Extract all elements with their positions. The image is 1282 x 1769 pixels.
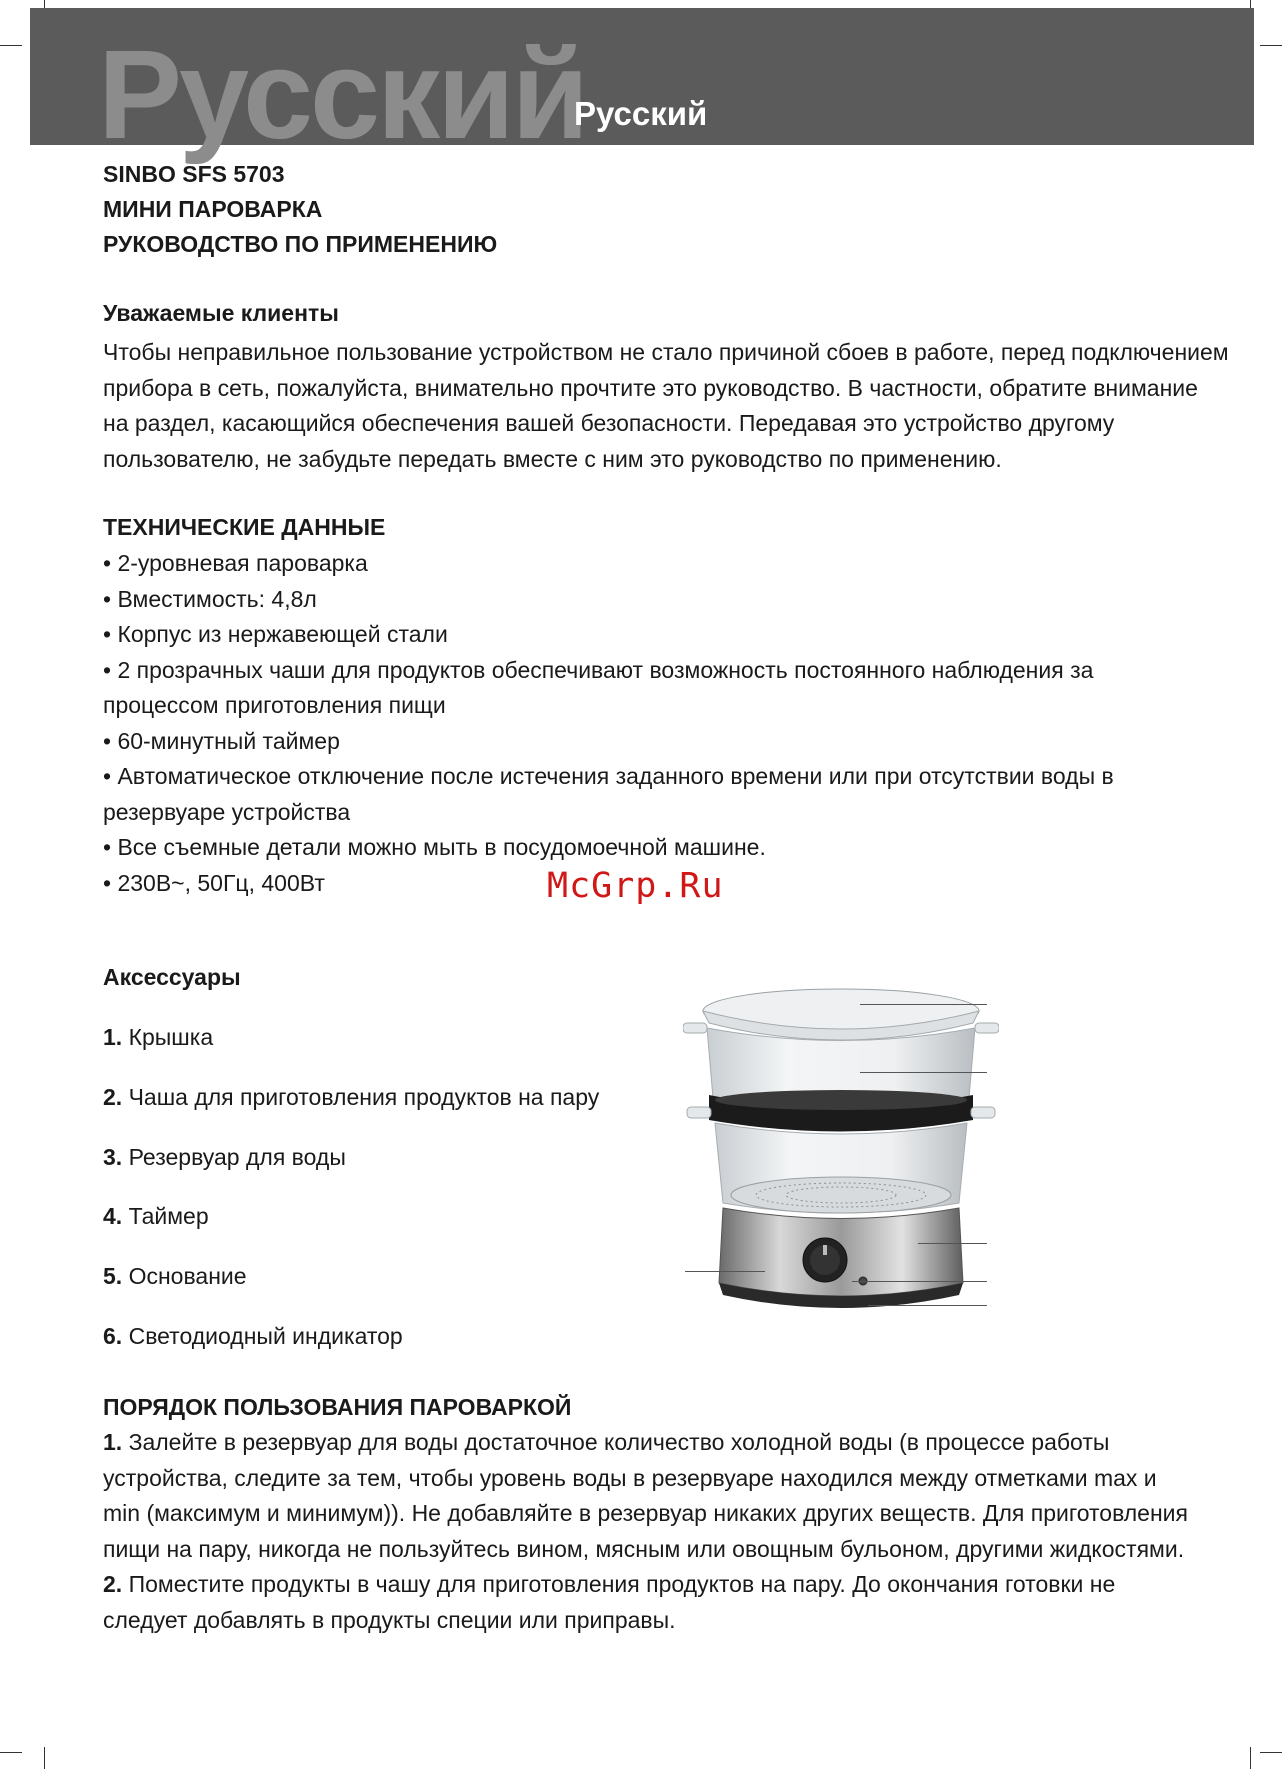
callout-line: [685, 1271, 765, 1272]
accessory-item: [103, 1260, 247, 1292]
accessory-number: 2.: [103, 1084, 123, 1110]
tech-item: • Все съемные детали можно мыть в посудомоечной машине.: [103, 834, 766, 860]
accessory-item: [103, 1021, 213, 1053]
callout-line: [860, 1072, 987, 1073]
accessory-label: Резервуар для воды: [128, 1144, 346, 1170]
callout-line: [860, 1004, 987, 1005]
accessory-number: 4.: [103, 1203, 123, 1229]
accessory-item: [103, 1081, 599, 1113]
tech-item: • 2-уровневая пароварка: [103, 550, 368, 576]
header-language-small: Русский: [574, 95, 708, 132]
crop-mark: [44, 1747, 45, 1769]
header-language-large: Русский: [98, 24, 587, 165]
text-line: пользователю, не забудьте передать вместе с ним это руководство по применению.: [103, 445, 1002, 472]
text-line: на раздел, касающийся обеспечения вашей безопасности. Передавая это устройство другому: [103, 410, 1115, 436]
step-number: 2.: [103, 1571, 123, 1597]
accessory-item: [103, 1141, 346, 1173]
accessory-number: 6.: [103, 1323, 123, 1349]
tech-item: • 230В~, 50Гц, 400Вт: [103, 869, 325, 896]
accessory-item: [103, 1200, 209, 1232]
callout-line: [868, 1305, 987, 1306]
model-name: SINBO SFS 5703: [103, 161, 285, 187]
accessory-number: 5.: [103, 1263, 123, 1289]
accessory-item: [103, 1320, 403, 1352]
clients-paragraph: [103, 335, 1229, 477]
text-line: [103, 1425, 1180, 1461]
usage-heading: ПОРЯДОК ПОЛЬЗОВАНИЯ ПАРОВАРКОЙ: [103, 1394, 572, 1420]
step-number: 1.: [103, 1429, 123, 1455]
tech-item: резервуаре устройства: [103, 798, 351, 825]
accessory-label: Крышка: [128, 1024, 214, 1050]
crop-mark: [0, 45, 22, 46]
step-text: Залейте в резервуар для воды достаточное количество холодной воды (в процессе работы: [128, 1429, 1110, 1455]
usage-paragraph: [103, 1425, 1188, 1638]
tech-item: процессом приготовления пищи: [103, 692, 446, 718]
tech-item: • Вместимость: 4,8л: [103, 585, 317, 612]
site-watermark: McGrp.Ru: [547, 866, 724, 906]
crop-mark: [1250, 1747, 1251, 1769]
accessory-label: Чаша для приготовления продуктов на пару: [128, 1084, 600, 1110]
text-line: [103, 1567, 1180, 1603]
accessory-label: Основание: [128, 1263, 247, 1289]
tech-item: • 2 прозрачных чаши для продуктов обеспечивают возможность постоянного наблюдения за: [103, 656, 1094, 683]
tech-heading: ТЕХНИЧЕСКИЕ ДАННЫЕ: [103, 514, 386, 540]
text-line: Чтобы неправильное пользование устройством не стало причиной сбоев в работе, перед подключением: [103, 339, 1229, 365]
text-line: следует добавлять в продукты специи или приправы.: [103, 1606, 676, 1633]
accessory-label: Светодиодный индикатор: [128, 1323, 403, 1349]
tech-item: • Корпус из нержавеющей стали: [103, 621, 448, 647]
text-line: прибора в сеть, пожалуйста, внимательно прочтите это руководство. В частности, обратите внимание: [103, 374, 1198, 401]
tech-item: • Автоматическое отключение после истечения заданного времени или при отсутствии воды в: [103, 763, 1114, 789]
accessory-label: Таймер: [128, 1203, 209, 1229]
tech-list: [103, 546, 1180, 901]
manual-title: РУКОВОДСТВО ПО ПРИМЕНЕНИЮ: [103, 231, 498, 257]
document-title: [103, 157, 1180, 262]
crop-mark: [1260, 45, 1282, 46]
crop-mark: [0, 1752, 22, 1753]
accessories-heading: Аксессуары: [103, 964, 241, 990]
text-line: min (максимум и минимум)). Не добавляйте в резервуар никаких других веществ. Для приготовления: [103, 1500, 1188, 1526]
clients-heading: Уважаемые клиенты: [103, 300, 339, 326]
accessory-number: 3.: [103, 1144, 123, 1170]
tech-item: • 60-минутный таймер: [103, 727, 340, 754]
text-line: устройства, следите за тем, чтобы уровень воды в резервуаре находился между отметками max и: [103, 1464, 1157, 1491]
text-line: пищи на пару, никогда не пользуйтесь вином, мясным или овощным бульоном, другими жидкостями.: [103, 1535, 1185, 1562]
product-name: МИНИ ПАРОВАРКА: [103, 196, 323, 222]
steamer-illustration: [683, 983, 999, 1323]
crop-mark: [1260, 1752, 1282, 1753]
callout-line: [852, 1281, 987, 1282]
step-text: Поместите продукты в чашу для приготовления продуктов на пару. До окончания готовки не: [128, 1571, 1116, 1597]
callout-line: [918, 1243, 987, 1244]
accessory-number: 1.: [103, 1024, 123, 1050]
